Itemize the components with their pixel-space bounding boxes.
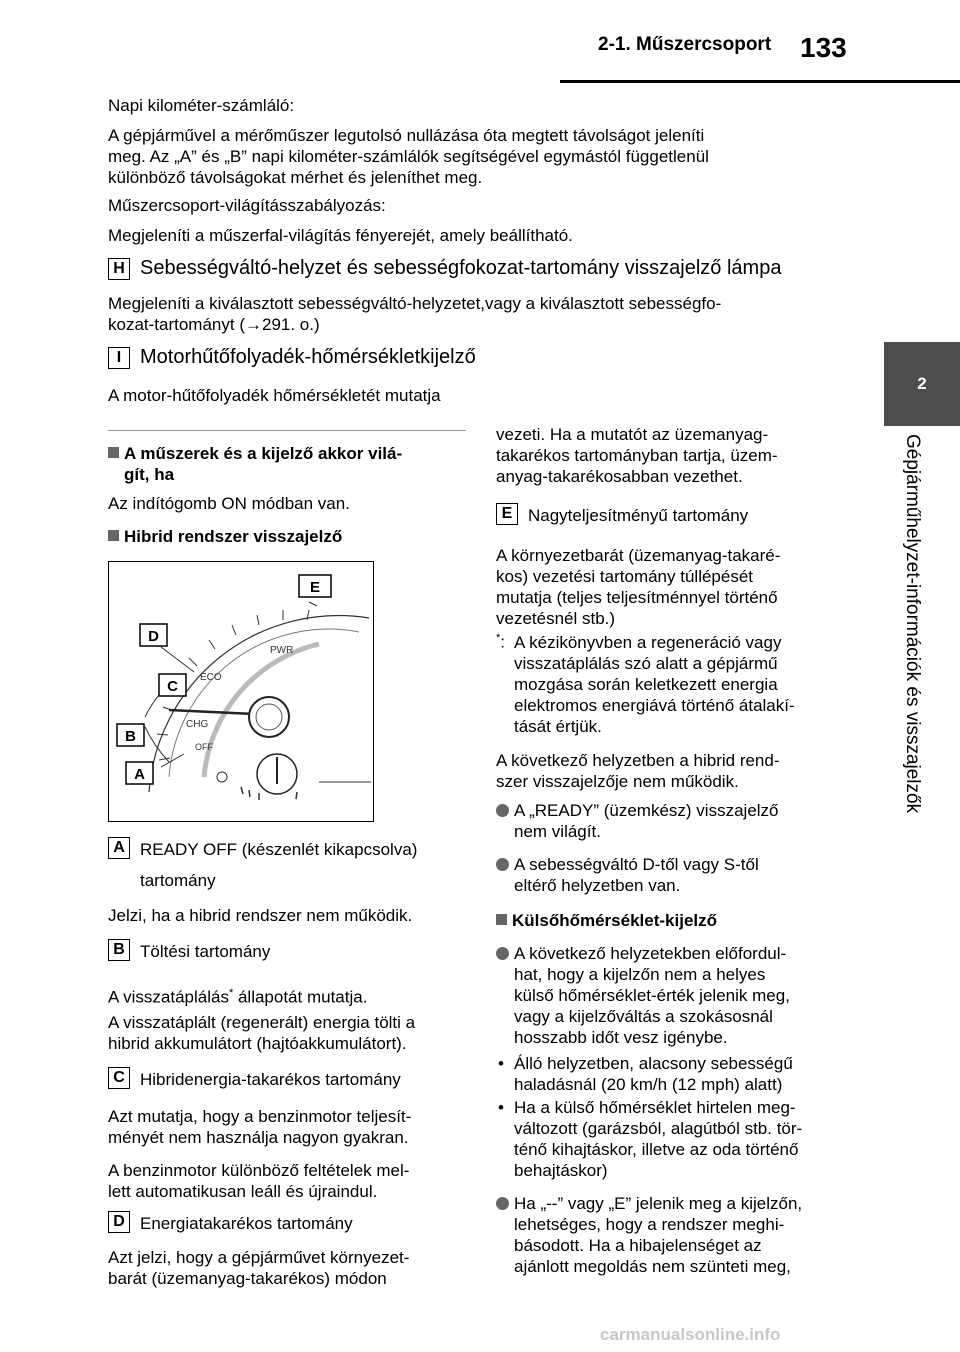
heading-i: Motorhűtőfolyadék-hőmérsékletkijelző [140, 346, 476, 368]
label-a: A [108, 837, 130, 859]
off-text: OFF [195, 742, 213, 752]
section-heading: Hibrid rendszer visszajelző [108, 526, 342, 547]
bullet-item: A sebességváltó D-től vagy S-től eltérő helyzetben van. [496, 854, 759, 896]
chapter-tab [884, 342, 960, 426]
paragraph: Megjeleníti a kiválasztott sebességváltó-helyzetet,vagy a kiválasztott sebességfo- kozat-tartományt (→291. o.) [108, 294, 722, 334]
paragraph: Az indítógomb ON módban van. [108, 494, 350, 513]
paragraph: Azt mutatja, hogy a benzinmotor teljesít- ményét nem használja nagyon gyakran. [108, 1107, 412, 1147]
chg-text: CHG [186, 719, 209, 730]
paragraph: Azt jelzi, hogy a gépjárművet környezet- barát (üzemanyag-takarékos) módon [108, 1248, 410, 1288]
bullet-item: Ha „--” vagy „E” jelenik meg a kijelzőn, lehetséges, hogy a rendszer meghi- básodott. Ha a hibajelenséget az ajánlott megoldás nem szünteti meg, [496, 1193, 802, 1277]
callout-a: A [134, 766, 145, 783]
paragraph: A környezetbarát (üzemanyag-takaré- kos) vezetési tartomány túllépését mutatja (teljes teljesítménnyel történő vezetésnél stb.) [496, 546, 781, 628]
label-e: E [496, 503, 518, 525]
paragraph: A visszatáplálás* állapotát mutatja. [108, 987, 368, 1007]
header-rule [560, 80, 960, 83]
label-h: H [108, 258, 130, 280]
paragraph: A benzinmotor különböző feltételek mel- lett automatikusan leáll és újraindul. [108, 1161, 410, 1201]
chapter-title: Gépjárműhelyzet-információk és visszajelzők [902, 434, 923, 814]
chapter-number: 2 [917, 374, 927, 393]
sub-bullet: • Ha a külső hőmérséklet hirtelen meg- változott (garázsból, alagútból stb. tör- ténő kihajtáskor, illetve az oda történő behajtáskor) [498, 1098, 803, 1180]
paragraph: A visszatáplált (regenerált) energia tölti a hibrid akkumulátort (hajtóakkumulátort). [108, 1013, 416, 1053]
hybrid-indicator-figure [108, 561, 374, 822]
paragraph: Műszercsoport-világításszabályozás: [108, 196, 386, 215]
item-title: READY OFF (készenlét kikapcsolva) [140, 840, 418, 859]
square-bullet-icon [496, 914, 507, 925]
bullet-item: A következő helyzetekben előfordul- hat, hogy a kijelzőn nem a helyes külső hőmérséklet-érték jelenik meg, vagy a kijelzőváltás a szokásosnál hosszabb időt vesz igénybe. [496, 943, 790, 1048]
item-title: Töltési tartomány [140, 942, 271, 961]
pwr-text: PWR [270, 645, 294, 656]
paragraph: Megjeleníti a műszerfal-világítás fényerejét, amely beállítható. [108, 226, 573, 245]
paragraph: A motor-hűtőfolyadék hőmérsékletét mutatja [108, 386, 441, 405]
label-b: B [108, 939, 130, 961]
section-heading: A műszerek és a kijelző akkor vilá- gít, ha [108, 443, 402, 485]
bullet-icon [496, 804, 509, 817]
item-title: Energiatakarékos tartomány [140, 1214, 353, 1233]
callout-c: C [167, 678, 178, 695]
callout-d: D [148, 628, 159, 645]
callout-b: B [125, 728, 136, 745]
heading-h: Sebességváltó-helyzet és sebességfokozat-tartomány visszajelző lámpa [140, 257, 782, 279]
divider [108, 430, 466, 431]
label-d: D [108, 1211, 130, 1233]
square-bullet-icon [108, 447, 119, 458]
page-number: 133 [800, 32, 847, 63]
eco-text: ECO [200, 672, 222, 683]
bullet-icon [496, 858, 509, 871]
item-title: Hibridenergia-takarékos tartomány [140, 1070, 401, 1089]
callout-e: E [309, 579, 321, 596]
label-c: C [108, 1067, 130, 1089]
bullet-icon [496, 1197, 509, 1210]
watermark: carmanualsonline.info [600, 1325, 781, 1344]
paragraph: A következő helyzetben a hibrid rend- szer visszajelzője nem működik. [496, 751, 780, 791]
paragraph: A gépjárművel a mérőműszer legutolsó nullázása óta megtett távolságot jeleníti meg. Az „A” és „B” napi kilométer-számlálók segítségével egymástól függetlenül különböző távolságokat mérhet és jeleníthet meg. [108, 126, 709, 187]
paragraph: vezeti. Ha a mutatót az üzemanyag- takarékos tartományban tartja, üzem- anyag-takarékosabban vezethet. [496, 425, 778, 486]
square-bullet-icon [108, 530, 119, 541]
item-title: Nagyteljesítményű tartomány [528, 506, 749, 525]
label-i: I [108, 347, 130, 369]
paragraph: Jelzi, ha a hibrid rendszer nem működik. [108, 906, 413, 925]
hybrid-gauge-illustration [109, 562, 373, 821]
section-heading: Külsőhőmérséklet-kijelző [496, 910, 717, 931]
item-title: tartomány [140, 871, 216, 890]
section-title: 2-1. Műszercsoport [598, 34, 772, 55]
bullet-item: A „READY” (üzemkész) visszajelző nem világít. [496, 800, 779, 842]
sub-bullet: • Álló helyzetben, alacsony sebességű haladásnál (20 km/h (12 mph) alatt) [498, 1054, 793, 1094]
footnote: *: A kézikönyvben a regeneráció vagy visszatáplálás szó alatt a gépjármű mozgása során keletkezett energia elektromos energiává történő átalakí- tását értjük. [496, 632, 795, 736]
paragraph: Napi kilométer-számláló: [108, 96, 295, 115]
bullet-icon [496, 947, 509, 960]
